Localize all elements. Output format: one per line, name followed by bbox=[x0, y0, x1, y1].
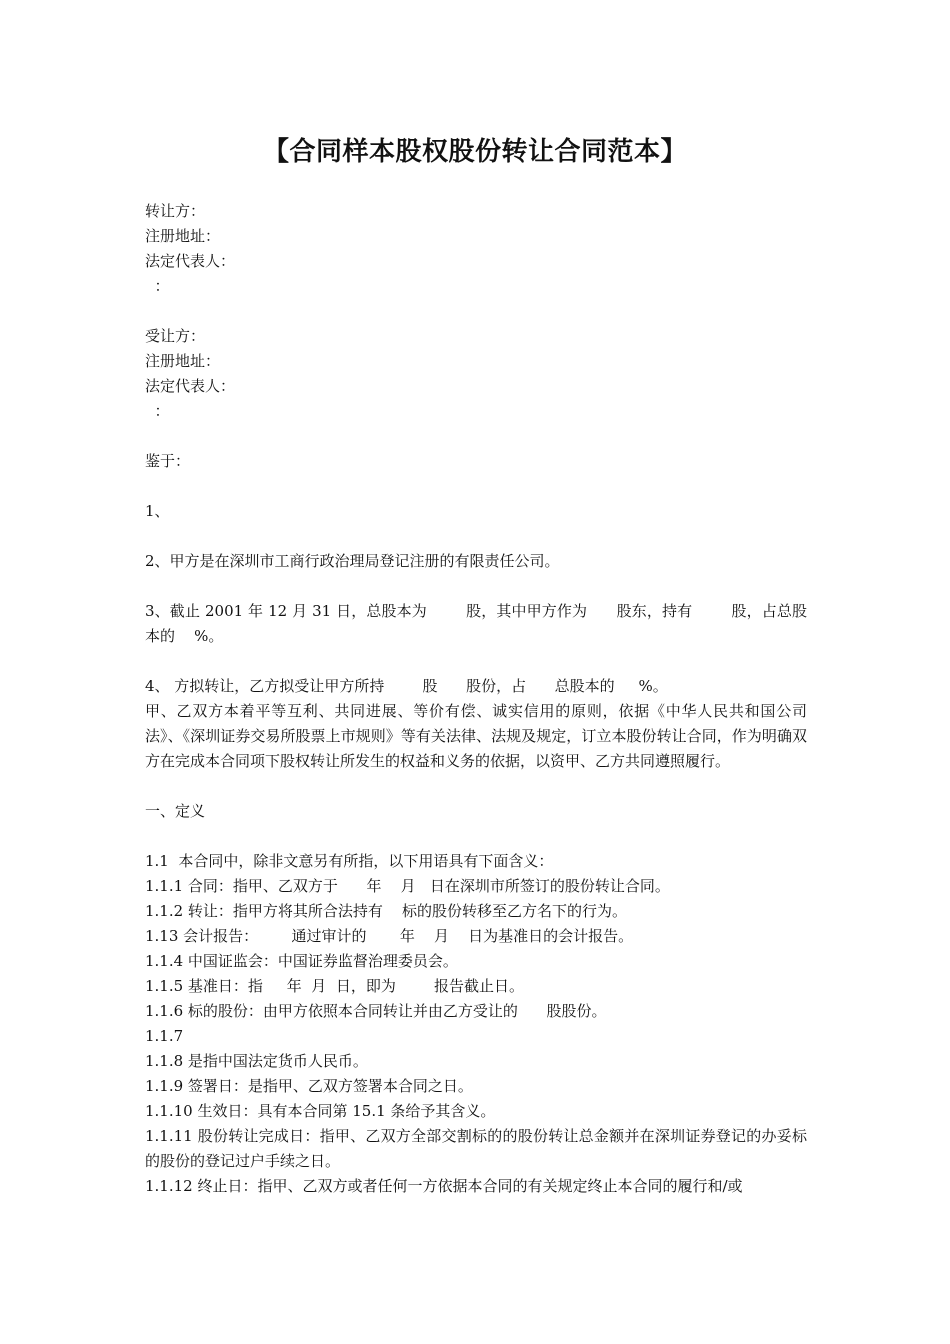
definition-1-1-8: 1.1.8 是指中国法定货币人民币。 bbox=[145, 1052, 368, 1070]
section-heading-definitions: 一、定义 bbox=[145, 802, 206, 820]
transferee-address-label: 注册地址： bbox=[145, 352, 221, 370]
definition-1-1-9: 1.1.9 签署日：是指甲、乙双方签署本合同之日。 bbox=[145, 1077, 473, 1095]
spacer bbox=[145, 299, 807, 324]
definition-1-1: 1.1 本合同中，除非文意另有所指，以下用语具有下面含义： bbox=[145, 852, 554, 870]
whereas-item-3: 3、截止 2001 年 12 月 31 日，总股本为 股，其中甲方作为 股东，持有 股，占总股本的 %。 bbox=[145, 602, 807, 645]
whereas-item-1: 1、 bbox=[145, 502, 170, 520]
transferee-label: 受让方： bbox=[145, 327, 206, 345]
definition-1-1-2: 1.1.2 转让：指甲方将其所合法持有 标的股份转移至乙方名下的行为。 bbox=[145, 902, 628, 920]
definition-1-1-4: 1.1.4 中国证监会：中国证券监督治理委员会。 bbox=[145, 952, 458, 970]
definition-1-1-7: 1.1.7 bbox=[145, 1027, 184, 1045]
definition-1-1-12: 1.1.12 终止日：指甲、乙双方或者任何一方依据本合同的有关规定终止本合同的履行和/或 bbox=[145, 1177, 743, 1195]
definition-1-1-1: 1.1.1 合同：指甲、乙双方于 年 月 日在深圳市所签订的股份转让合同。 bbox=[145, 877, 670, 895]
spacer bbox=[145, 424, 807, 449]
whereas-item-4: 4、 方拟转让，乙方拟受让甲方所持 股 股份，占 总股本的 %。 bbox=[145, 677, 668, 695]
whereas-item-2: 2、甲方是在深圳市工商行政治理局登记注册的有限责任公司。 bbox=[145, 552, 560, 570]
whereas-heading: 鉴于： bbox=[145, 452, 191, 470]
transferor-address-label: 注册地址： bbox=[145, 227, 221, 245]
spacer bbox=[145, 524, 807, 549]
spacer bbox=[145, 824, 807, 849]
transferor-label: 转让方： bbox=[145, 202, 206, 220]
definition-1-1-11: 1.1.11 股份转让完成日：指甲、乙双方全部交割标的的股份转让总金额并在深圳证券登记的办妥标的股份的登记过户手续之日。 bbox=[145, 1127, 807, 1170]
transferee-colon: ： bbox=[145, 402, 170, 420]
definition-1-1-6: 1.1.6 标的股份：由甲方依照本合同转让并由乙方受让的 股股份。 bbox=[145, 1002, 607, 1020]
spacer bbox=[145, 474, 807, 499]
transferee-rep-label: 法定代表人： bbox=[145, 377, 236, 395]
spacer bbox=[145, 774, 807, 799]
preamble-paragraph: 甲、乙双方本着平等互利、共同进展、等价有偿、诚实信用的原则，依据《中华人民共和国公司法》、《深圳证券交易所股票上市规则》等有关法律、法规及规定，订立本股份转让合同，作为明确双方在完成本合同项下股权转让所发生的权益和义务的依据，以资甲、乙方共同遵照履行。 bbox=[145, 702, 807, 770]
definition-1-1-5: 1.1.5 基准日：指 年 月 日，即为 报告截止日。 bbox=[145, 977, 524, 995]
definition-1-1-3: 1.13 会计报告： 通过审计的 年 月 日为基准日的会计报告。 bbox=[145, 927, 634, 945]
definition-1-1-10: 1.1.10 生效日：具有本合同第 15.1 条给予其含义。 bbox=[145, 1102, 496, 1120]
spacer bbox=[145, 574, 807, 599]
document-body bbox=[145, 199, 807, 1199]
transferor-colon: ： bbox=[145, 277, 170, 295]
transferor-rep-label: 法定代表人： bbox=[145, 252, 236, 270]
spacer bbox=[145, 649, 807, 674]
document-title: 【合同样本股权股份转让合同范本】 bbox=[262, 137, 687, 167]
